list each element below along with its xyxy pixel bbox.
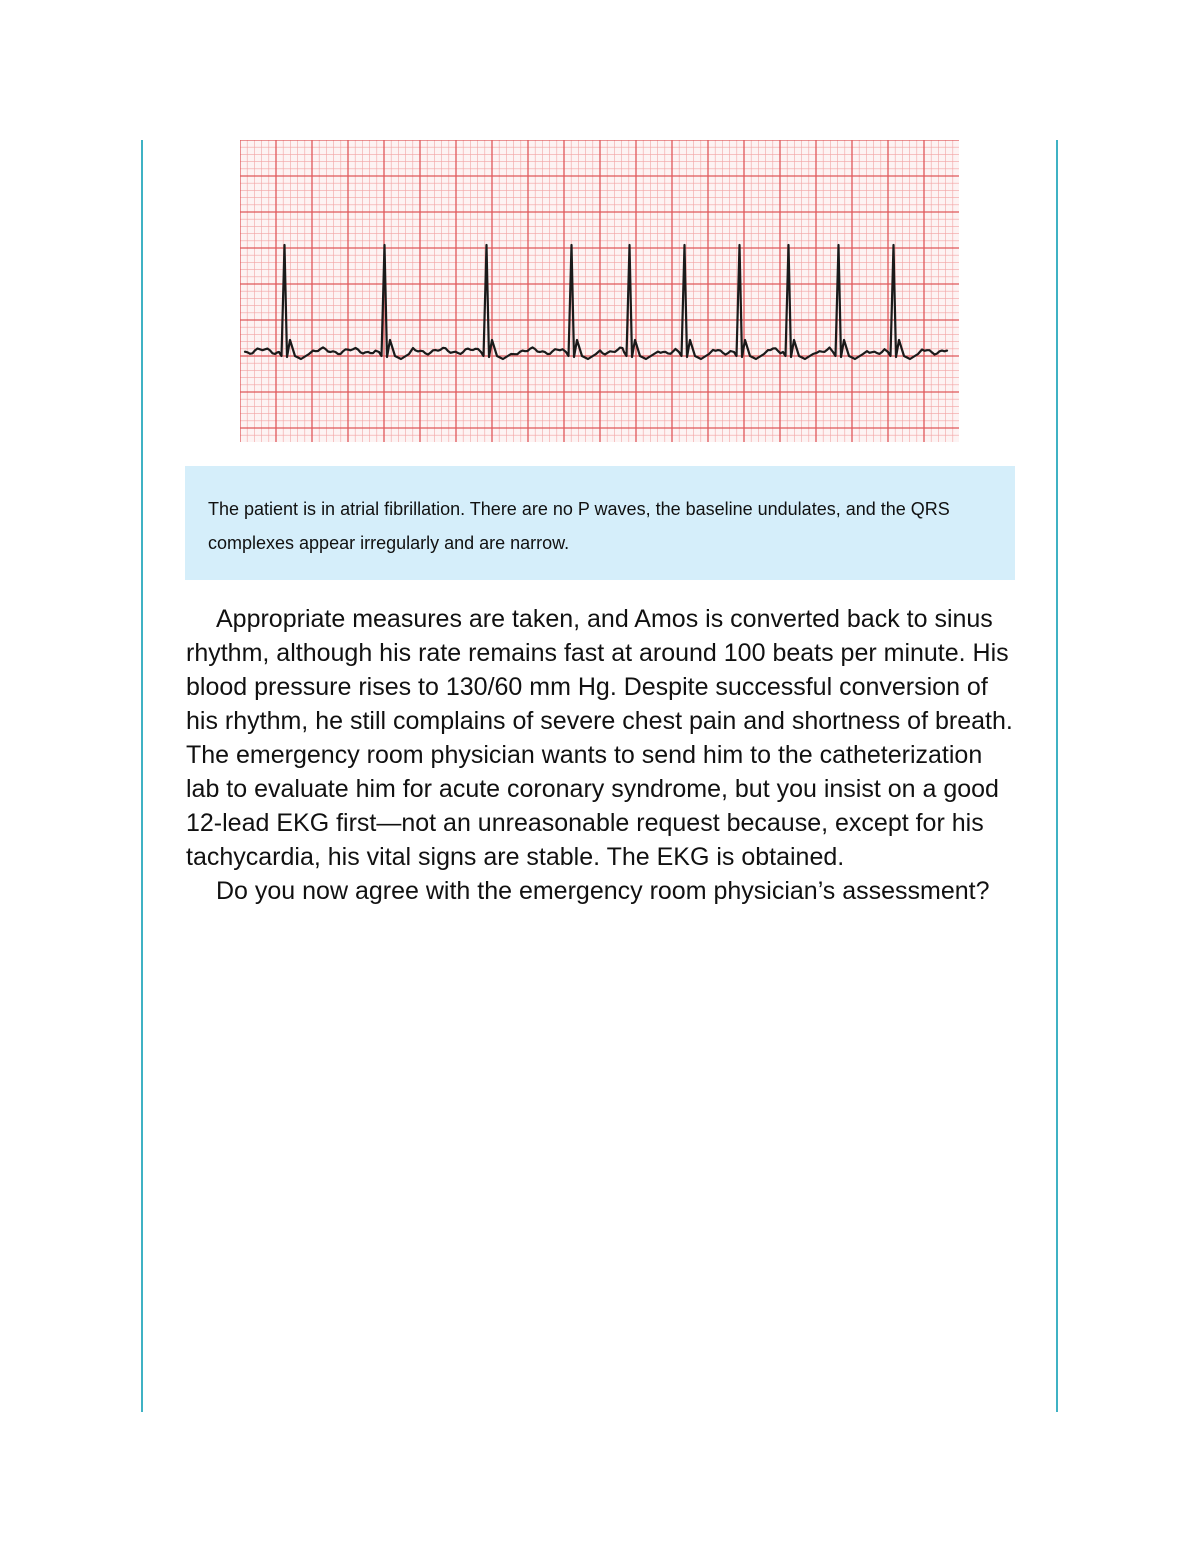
narrative-paragraph-1: Appropriate measures are taken, and Amos is converted back to sinus rhythm, although his rate remains fast at around 100 beats per minute. His blood pressure rises to 130/60 mm Hg. Despite successful conversion of his rhythm, he still complains of severe chest pain and shortness of breath. The emergency room physician wants to send him to the catheterization lab to evaluate him for acute coronary syndrome, but you insist on a good 12-lead EKG first—not an unreasonable request because, except for his tachycardia, his vital signs are stable. The EKG is obtained. <box>186 605 1013 871</box>
interpretation-callout <box>185 466 1015 580</box>
left-margin-rule <box>141 140 143 1412</box>
ekg-strip-graphic <box>240 140 959 442</box>
ekg-strip <box>240 140 959 442</box>
narrative-paragraph-2: Do you now agree with the emergency room physician’s assessment? <box>216 877 990 905</box>
callout-text: The patient is in atrial fibrillation. There are no P waves, the baseline undulates, and the QRS complexes appear irregularly and are narrow. <box>208 499 950 553</box>
case-narrative <box>186 602 1016 908</box>
right-margin-rule <box>1056 140 1058 1412</box>
